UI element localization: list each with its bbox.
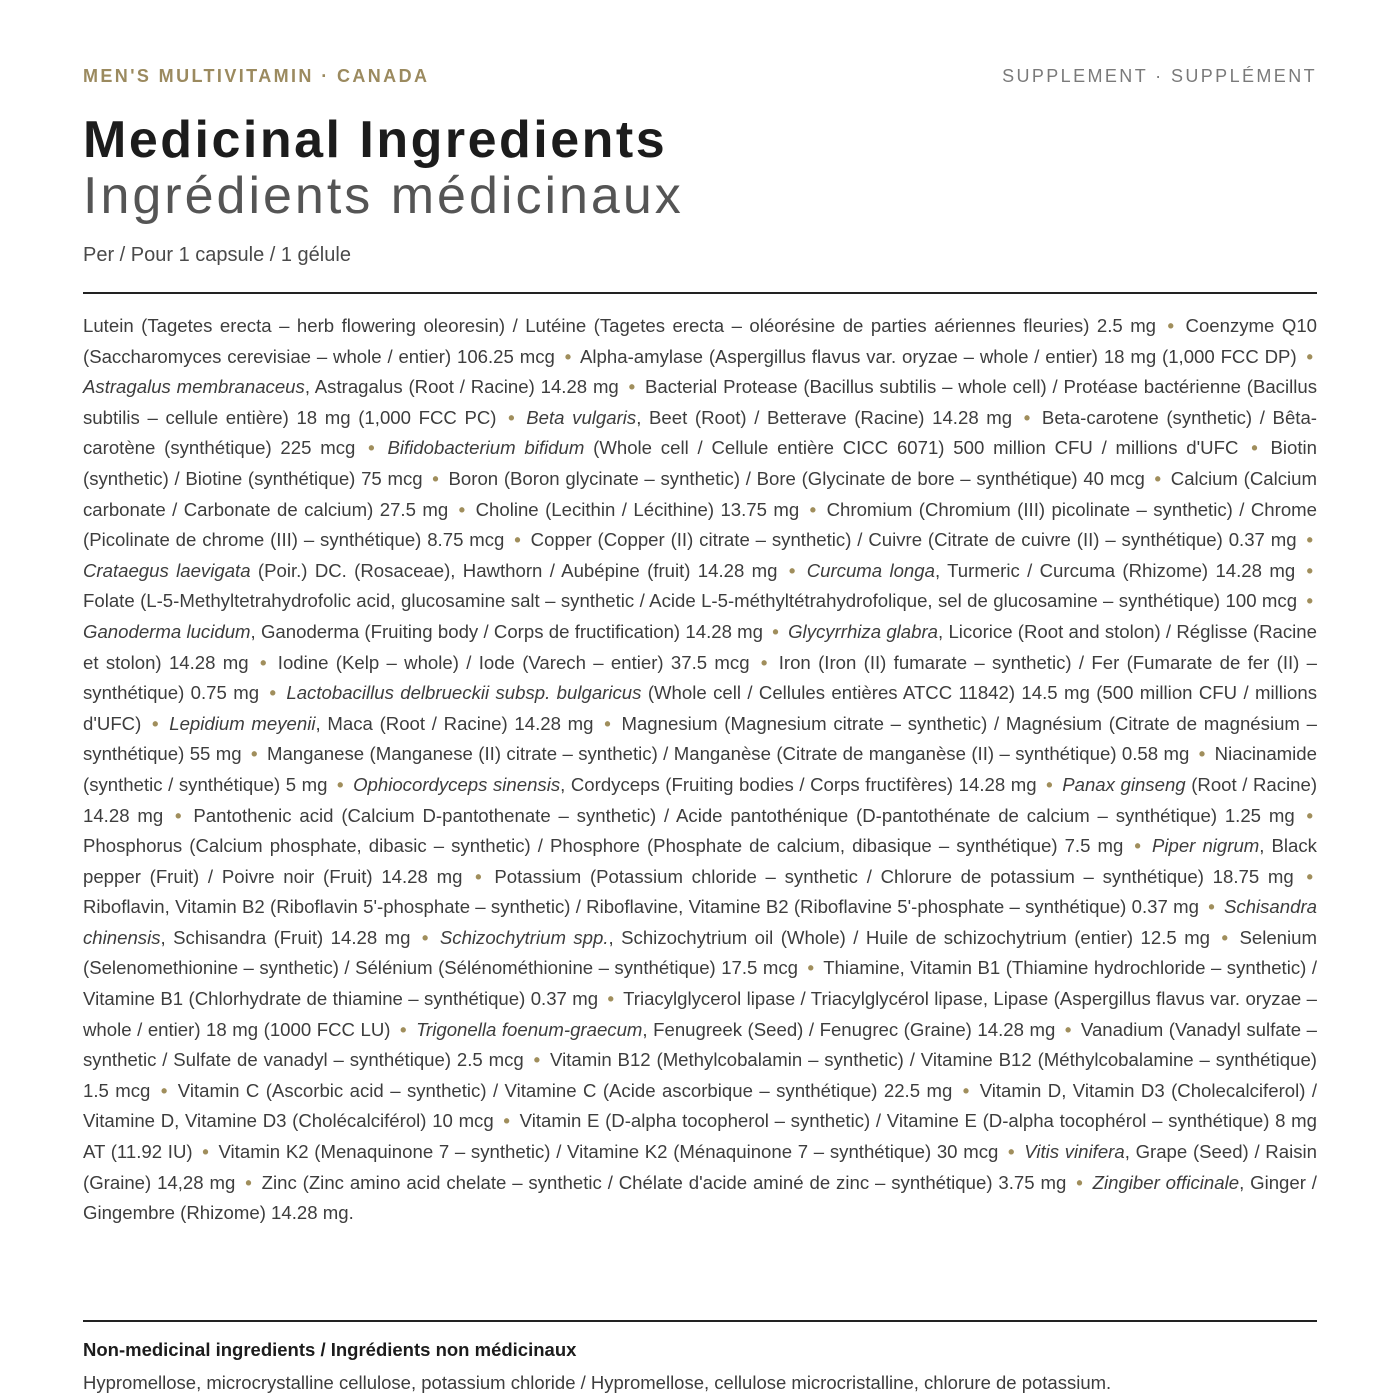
ingredient-item <box>449 468 1145 489</box>
ingredient-item <box>580 346 1297 367</box>
ingredient-text: Vitamin K2 (Menaquinone 7 – synthetic) / Vitamine K2 (Ménaquinone 7 – synthétique) 30 mcg <box>218 1141 999 1163</box>
ingredient-item <box>218 1141 998 1162</box>
ingredient-text: Beta-carotene (synthetic) / Bêta-carotène (synthétique) 225 mcg <box>83 406 1317 459</box>
ingredient-latin-name: Ophiocordyceps sinensis <box>353 773 561 795</box>
separator-dot-icon: • <box>1154 467 1162 489</box>
ingredient-text: Alpha-amylase (Aspergillus flavus var. oryzae – whole / entier) 18 mg (1,000 FCC DP) <box>580 345 1297 367</box>
separator-dot-icon: • <box>175 804 182 826</box>
ingredient-item <box>440 927 1210 948</box>
ingredient-text: Iron (Iron (II) fumarate – synthetic) / Fer (Fumarate de fer (II) – synthétique) 0.75 mg <box>83 651 1318 704</box>
ingredient-item <box>416 1019 1055 1040</box>
ingredient-text: , Ginger / Gingembre (Rhizome) 14.28 mg. <box>83 1171 1317 1224</box>
ingredient-text: , Schisandra (Fruit) 14.28 mg <box>160 926 411 948</box>
separator-dot-icon: • <box>1221 926 1228 948</box>
separator-dot-icon: • <box>503 1110 510 1132</box>
ingredient-latin-name: Lactobacillus delbrueckii subsp. bulgaricus <box>286 682 642 704</box>
separator-dot-icon: • <box>1306 804 1314 826</box>
ingredient-text: Niacinamide (synthetic / synthétique) 5 mg <box>83 743 1317 795</box>
ingredient-item <box>83 896 1199 917</box>
ingredient-latin-name: Lepidium meyenii <box>169 712 316 734</box>
ingredient-text: Vitamin E (D-alpha tocopherol – synthetic) / Vitamine E (D-alpha tocophérol – synthétique) 8 mg AT (11.92 IU) <box>83 1110 1318 1163</box>
ingredient-text: (Whole cell / Cellules entières ATCC 11842) 14.5 mg (500 million CFU / millions d'UFC) <box>83 682 1318 734</box>
ingredient-text: , Cordyceps (Fruiting bodies / Corps fructifères) 14.28 mg <box>560 773 1037 795</box>
ingredient-text: Folate (L-5-Methyltetrahydrofolic acid, glucosamine salt – synthetic / Acide L-5-méthyltétrahydrofolique, sel de glucosamine – synthétique) 100 mcg <box>83 590 1298 612</box>
ingredient-text: Lutein (Tagetes erecta – herb flowering oleoresin) / Lutéine (Tagetes erecta – oléorésine de parties aériennes fleuries) 2.5 mg <box>83 315 1157 336</box>
ingredient-text: , Beet (Root) / Betterave (Racine) 14.28 mg <box>636 406 1013 428</box>
separator-dot-icon: • <box>760 651 768 673</box>
ingredient-text: Thiamine, Vitamin B1 (Thiamine hydrochloride – synthetic) / Vitamine B1 (Chlorhydrate de thiamine – synthétique) 0.37 mg <box>83 957 1317 1010</box>
ingredient-text: (Whole cell / Cellule entière CICC 6071) 500 million CFU / millions d'UFC <box>584 437 1239 459</box>
separator-dot-icon: • <box>421 926 429 948</box>
separator-dot-icon: • <box>336 773 344 795</box>
separator-dot-icon: • <box>259 651 267 673</box>
separator-dot-icon: • <box>475 865 482 887</box>
separator-dot-icon: • <box>508 406 515 428</box>
ingredient-text: , Turmeric / Curcuma (Rhizome) 14.28 mg <box>934 559 1296 581</box>
ingredient-text: , Ganoderma (Fruiting body / Corps de fructification) 14.28 mg <box>250 620 764 642</box>
ingredient-latin-name: Curcuma longa <box>806 559 935 581</box>
label-page <box>83 0 1317 1400</box>
ingredient-text: Magnesium (Magnesium citrate – synthetic) / Magnésium (Citrate de magnésium – synthétique) 55 mg <box>83 712 1317 765</box>
separator-dot-icon: • <box>788 559 796 581</box>
ingredient-text: Chromium (Chromium (III) picolinate – synthetic) / Chrome (Picolinate de chrome (III) – synthétique) 8.75 mcg <box>83 498 1317 551</box>
ingredient-item <box>193 805 1294 826</box>
ingredient-text: , Grape (Seed) / Raisin (Graine) 14,28 mg <box>83 1141 1317 1193</box>
separator-dot-icon: • <box>1306 559 1314 581</box>
separator-dot-icon: • <box>962 1079 970 1101</box>
separator-dot-icon: • <box>772 620 779 642</box>
separator-dot-icon: • <box>1023 406 1031 428</box>
ingredient-item <box>83 835 1123 856</box>
ingredient-text: Vitamin D, Vitamin D3 (Cholecalciferol) / Vitamine D, Vitamine D3 (Cholécalciférol) 10 mcg <box>83 1079 1318 1132</box>
separator-dot-icon: • <box>1208 896 1215 918</box>
non-medicinal-heading: Non-medicinal ingredients / Ingrédients non médicinaux <box>83 1339 577 1360</box>
brand-label: MEN'S MULTIVITAMIN · CANADA <box>83 66 430 86</box>
separator-dot-icon: • <box>628 376 636 398</box>
ingredient-latin-name: Panax ginseng <box>1062 773 1186 795</box>
ingredient-text: Vitamin B12 (Methylcobalamin – synthetic) / Vitamine B12 (Méthylcobalamine – synthétique) 1.5 mcg <box>83 1049 1317 1101</box>
separator-dot-icon: • <box>1306 529 1313 551</box>
ingredient-text: , Schizochytrium oil (Whole) / Huile de schizochytrium (entier) 12.5 mg <box>608 926 1211 948</box>
ingredient-item <box>267 743 1189 764</box>
ingredient-text: Calcium (Calcium carbonate / Carbonate de calcium) 27.5 mg <box>83 467 1317 520</box>
ingredient-item <box>83 590 1297 611</box>
top-line <box>83 66 1317 90</box>
ingredient-text: Vanadium (Vanadyl sulfate – synthetic / Sulfate de vanadyl – synthétique) 2.5 mcg <box>83 1018 1318 1071</box>
ingredient-item <box>494 866 1293 887</box>
ingredient-text: , Maca (Root / Racine) 14.28 mg <box>315 712 594 734</box>
ingredient-item <box>83 376 619 397</box>
ingredient-text: (Poir.) DC. (Rosaceae), Hawthorn / Aubépine (fruit) 14.28 mg <box>250 559 778 581</box>
separator-dot-icon: • <box>458 498 466 520</box>
ingredient-text: , Astragalus (Root / Racine) 14.28 mg <box>304 376 619 398</box>
ingredient-item <box>353 774 1037 795</box>
ingredient-text: Triacylglycerol lipase / Triacylglycérol lipase, Lipase (Aspergillus flavus var. oryzae – whole / entier) 18 mg (1000 FCC LU) <box>83 988 1317 1040</box>
title-english: Medicinal Ingredients <box>83 111 668 169</box>
separator-dot-icon: • <box>1306 865 1313 887</box>
ingredient-item <box>531 529 1297 550</box>
separator-dot-icon: • <box>1306 345 1314 367</box>
ingredient-latin-name: Schizochytrium spp. <box>439 926 609 948</box>
separator-dot-icon: • <box>1251 437 1258 459</box>
ingredient-item <box>83 315 1156 336</box>
ingredient-latin-name: Zingiber officinale <box>1092 1171 1240 1193</box>
ingredient-text: Selenium (Selenomethionine – synthetic) / Sélénium (Sélénométhionine – synthétique) 17.5 mcg <box>83 926 1317 979</box>
divider-bottom <box>83 1320 1317 1322</box>
separator-dot-icon: • <box>807 957 815 979</box>
separator-dot-icon: • <box>1076 1171 1083 1193</box>
separator-dot-icon: • <box>368 437 375 459</box>
ingredient-text: , Licorice (Root and stolon) / Réglisse (Racine et stolon) 14.28 mg <box>83 620 1317 673</box>
separator-dot-icon: • <box>604 712 611 734</box>
ingredient-text: Riboflavin, Vitamin B2 (Riboflavin 5'-phosphate – synthetic) / Riboflavine, Vitamine B2 (Riboflavine 5'-phosphate – synthétique) 0.37 mg <box>83 896 1199 918</box>
non-medicinal-text: Hypromellose, microcrystalline cellulose, potassium chloride / Hypromellose, cellulose microcristalline, chlorure de potassium. <box>83 1372 1112 1393</box>
separator-dot-icon: • <box>251 743 258 765</box>
ingredient-latin-name: Crataegus laevigata <box>83 559 251 581</box>
separator-dot-icon: • <box>1046 773 1053 795</box>
separator-dot-icon: • <box>514 529 521 551</box>
separator-dot-icon: • <box>1306 590 1313 612</box>
separator-dot-icon: • <box>809 498 817 520</box>
ingredient-latin-name: Vitis vinifera <box>1024 1141 1125 1163</box>
ingredient-latin-name: Schisandra chinensis <box>83 896 1317 948</box>
ingredient-item <box>83 560 778 581</box>
ingredient-latin-name: Piper nigrum <box>1151 835 1260 857</box>
separator-dot-icon: • <box>160 1079 168 1101</box>
separator-dot-icon: • <box>245 1171 252 1193</box>
ingredient-text: Pantothenic acid (Calcium D-pantothenate – synthetic) / Acide pantothénique (D-pantothénate de calcium – synthétique) 1.25 mg <box>193 804 1295 826</box>
separator-dot-icon: • <box>533 1049 541 1071</box>
ingredient-latin-name: Astragalus membranaceus <box>83 376 305 398</box>
separator-dot-icon: • <box>564 345 572 367</box>
ingredient-latin-name: Ganoderma lucidum <box>83 620 251 642</box>
ingredient-item <box>278 652 750 673</box>
divider-top <box>83 292 1317 294</box>
separator-dot-icon: • <box>1198 743 1206 765</box>
ingredient-item <box>178 1080 953 1101</box>
separator-dot-icon: • <box>202 1141 209 1163</box>
ingredient-text: , Black pepper (Fruit) / Poivre noir (Fruit) 14.28 mg <box>83 835 1317 887</box>
title-french: Ingrédients médicinaux <box>83 167 684 225</box>
separator-dot-icon: • <box>1008 1141 1015 1163</box>
ingredient-latin-name: Bifidobacterium bifidum <box>387 437 585 459</box>
separator-dot-icon: • <box>152 712 159 734</box>
ingredient-item <box>476 499 800 520</box>
ingredient-text: (Root / Racine) 14.28 mg <box>83 773 1318 826</box>
ingredient-latin-name: Glycyrrhiza glabra <box>788 620 939 642</box>
separator-dot-icon: • <box>1134 835 1141 857</box>
ingredient-text: Phosphorus (Calcium phosphate, dibasic – synthetic) / Phosphore (Phosphate de calcium, dibasique – synthétique) 7.5 mg <box>83 835 1124 857</box>
ingredient-item <box>807 560 1295 581</box>
ingredient-text: Biotin (synthetic) / Biotine (synthétique) 75 mcg <box>83 437 1318 489</box>
ingredient-text: Manganese (Manganese (II) citrate – synthetic) / Manganèse (Citrate de manganèse (II) – synthétique) 0.58 mg <box>266 743 1190 765</box>
serving-size: Per / Pour 1 capsule / 1 gélule <box>83 244 351 266</box>
medicinal-ingredients-list <box>83 311 1317 1229</box>
ingredient-item <box>83 621 763 642</box>
separator-dot-icon: • <box>400 1018 407 1040</box>
ingredient-item <box>526 407 1012 428</box>
ingredient-text: Zinc (Zinc amino acid chelate – synthetic / Chélate d'acide aminé de zinc – synthétique) 3.75 mg <box>261 1171 1067 1193</box>
separator-dot-icon: • <box>269 682 276 704</box>
ingredient-latin-name: Beta vulgaris <box>526 406 637 428</box>
separator-dot-icon: • <box>1167 315 1175 336</box>
separator-dot-icon: • <box>607 988 615 1010</box>
ingredient-latin-name: Trigonella foenum-graecum <box>416 1018 643 1040</box>
ingredient-text: Copper (Copper (II) citrate – synthetic) / Cuivre (Citrate de cuivre (II) – synthétique) 0.37 mg <box>530 529 1297 551</box>
ingredient-text: Choline (Lecithin / Lécithine) 13.75 mg <box>475 498 800 520</box>
separator-dot-icon: • <box>432 467 439 489</box>
ingredient-item <box>387 437 1238 458</box>
ingredient-item <box>262 1172 1067 1193</box>
ingredient-text: Iodine (Kelp – whole) / Iode (Varech – entier) 37.5 mcg <box>277 651 750 673</box>
ingredient-text: Potassium (Potassium chloride – synthetic / Chlorure de potassium – synthétique) 18.75 mg <box>494 865 1294 887</box>
ingredient-text: Boron (Boron glycinate – synthetic) / Bore (Glycinate de bore – synthétique) 40 mcg <box>448 467 1145 489</box>
category-label: SUPPLEMENT · SUPPLÉMENT <box>1002 66 1317 86</box>
ingredient-text: Bacterial Protease (Bacillus subtilis – whole cell) / Protéase bactérienne (Bacillus subtilis – cellule entière) 18 mg (1,000 FCC PC) <box>83 376 1318 428</box>
ingredient-text: , Fenugreek (Seed) / Fenugrec (Graine) 14.28 mg <box>642 1018 1056 1040</box>
ingredient-text: Coenzyme Q10 (Saccharomyces cerevisiae – whole / entier) 106.25 mcg <box>83 315 1318 367</box>
ingredient-text: Vitamin C (Ascorbic acid – synthetic) / Vitamine C (Acide ascorbique – synthétique) 22.5 mg <box>177 1079 953 1101</box>
ingredient-item <box>169 713 593 734</box>
separator-dot-icon: • <box>1064 1018 1072 1040</box>
